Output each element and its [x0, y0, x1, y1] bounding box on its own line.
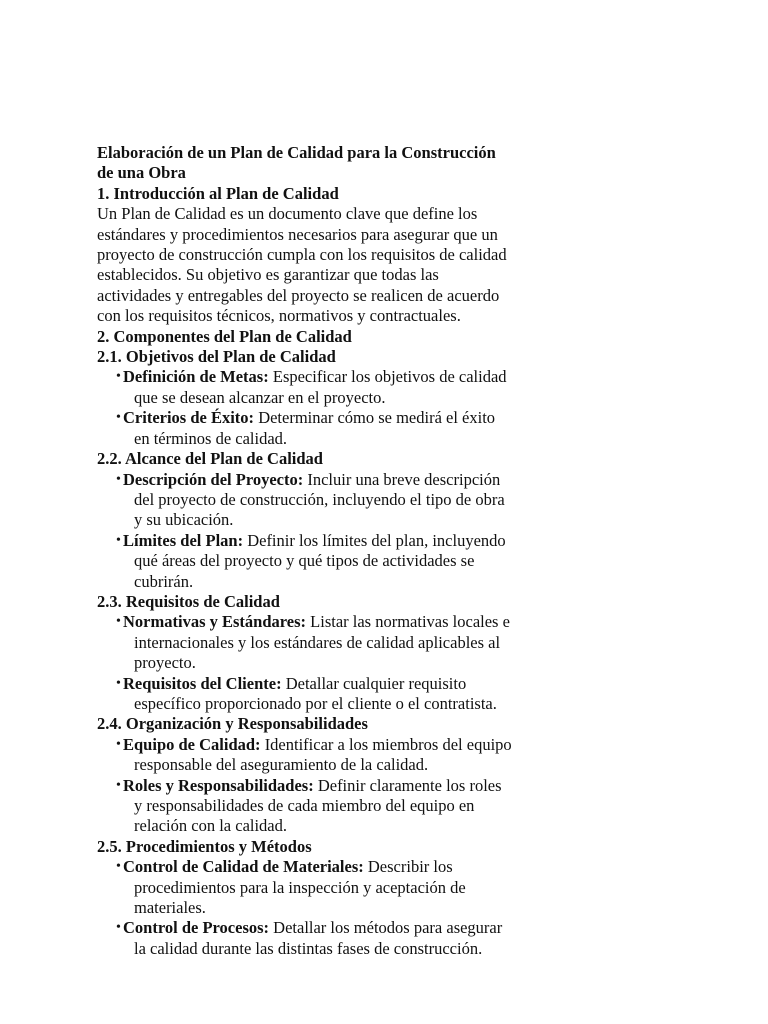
bullet-item — [97, 674, 567, 715]
section-2-heading: 2. Componentes del Plan de Calidad — [97, 326, 352, 346]
section-1-heading: 1. Introducción al Plan de Calidad — [97, 183, 339, 203]
bullet-line: específico proporcionado por el cliente o el contratista. — [134, 693, 497, 713]
subsection-2-1-heading: 2.1. Objetivos del Plan de Calidad — [97, 347, 336, 367]
bullet-icon: • — [116, 471, 121, 487]
bullet-text: Identificar a los miembros del equipo — [260, 734, 512, 754]
paragraph-line: proyecto de construcción cumpla con los requisitos de calidad — [97, 245, 507, 265]
paragraph-line: establecidos. Su objetivo es garantizar que todas las — [97, 265, 439, 285]
bullet-item — [97, 367, 567, 408]
bullet-item — [97, 857, 567, 918]
bullet-line: proyecto. — [134, 653, 196, 673]
subsection-2-2-heading: 2.2. Alcance del Plan de Calidad — [97, 449, 323, 469]
bullet-item — [97, 735, 567, 776]
paragraph-line: Un Plan de Calidad es un documento clave que define los — [97, 204, 478, 224]
bullet-term: Control de Procesos: — [123, 918, 270, 938]
bullet-line: responsable del aseguramiento de la calidad. — [134, 755, 429, 775]
subsection-2-4-heading: 2.4. Organización y Responsabilidades — [97, 714, 368, 734]
bullet-term: Roles y Responsabilidades: — [123, 775, 314, 795]
bullet-term: Límites del Plan: — [123, 530, 244, 550]
bullet-line: relación con la calidad. — [134, 816, 288, 836]
bullet-term: Equipo de Calidad: — [123, 734, 261, 754]
bullet-item — [97, 470, 567, 531]
bullet-line: del proyecto de construcción, incluyendo el tipo de obra — [134, 489, 505, 509]
section-1-paragraph — [97, 204, 567, 326]
bullet-text: Listar las normativas locales e — [306, 612, 510, 632]
bullet-icon: • — [116, 369, 121, 385]
bullet-icon: • — [116, 614, 121, 630]
bullet-icon: • — [116, 859, 121, 875]
bullet-item — [97, 408, 567, 449]
subsection-2-3-heading: 2.3. Requisitos de Calidad — [97, 591, 280, 611]
document-title-line-1: Elaboración de un Plan de Calidad para la Construcción — [97, 143, 496, 162]
bullet-term: Definición de Metas: — [123, 367, 269, 387]
bullet-item — [97, 776, 567, 837]
bullet-line: la calidad durante las distintas fases de construcción. — [134, 938, 483, 958]
bullet-text: Detallar los métodos para asegurar — [269, 918, 503, 938]
bullet-text: Describir los — [363, 857, 453, 877]
bullet-icon: • — [116, 736, 121, 752]
bullet-text: Definir los límites del plan, incluyendo — [243, 530, 506, 550]
bullet-line: materiales. — [134, 898, 206, 918]
bullet-term: Descripción del Proyecto: — [123, 469, 304, 489]
bullet-icon: • — [116, 675, 121, 691]
bullet-line: y su ubicación. — [134, 510, 234, 530]
bullet-item — [97, 918, 567, 959]
bullet-term: Criterios de Éxito: — [123, 408, 255, 428]
bullet-term: Normativas y Estándares: — [123, 612, 307, 632]
bullet-icon: • — [116, 532, 121, 548]
subsection-2-5-heading: 2.5. Procedimientos y Métodos — [97, 836, 312, 856]
bullet-text: Detallar cualquier requisito — [281, 673, 467, 693]
bullet-line: que se desean alcanzar en el proyecto. — [134, 387, 386, 407]
bullet-line: qué áreas del proyecto y qué tipos de actividades se — [134, 551, 475, 571]
bullet-term: Requisitos del Cliente: — [123, 673, 282, 693]
document-title-line-2: de una Obra — [97, 163, 186, 183]
paragraph-line: con los requisitos técnicos, normativos y contractuales. — [97, 306, 461, 326]
bullet-item — [97, 531, 567, 592]
paragraph-line: estándares y procedimientos necesarios para asegurar que un — [97, 224, 498, 244]
bullet-item — [97, 612, 567, 673]
bullet-text: Incluir una breve descripción — [303, 469, 501, 489]
bullet-line: internacionales y los estándares de calidad aplicables al — [134, 632, 501, 652]
bullet-line: cubrirán. — [134, 571, 194, 591]
bullet-icon: • — [116, 410, 121, 426]
bullet-icon: • — [116, 777, 121, 793]
bullet-line: y responsabilidades de cada miembro del equipo en — [134, 796, 475, 815]
bullet-text: Especificar los objetivos de calidad — [268, 367, 507, 387]
bullet-term: Control de Calidad de Materiales: — [123, 857, 364, 877]
paragraph-line: actividades y entregables del proyecto se realicen de acuerdo — [97, 285, 500, 305]
document-body — [97, 143, 567, 959]
bullet-line: procedimientos para la inspección y aceptación de — [134, 877, 466, 897]
bullet-icon: • — [116, 920, 121, 936]
bullet-text: Determinar cómo se medirá el éxito — [254, 408, 496, 428]
bullet-line: en términos de calidad. — [134, 428, 288, 448]
bullet-text: Definir claramente los roles — [313, 775, 502, 795]
